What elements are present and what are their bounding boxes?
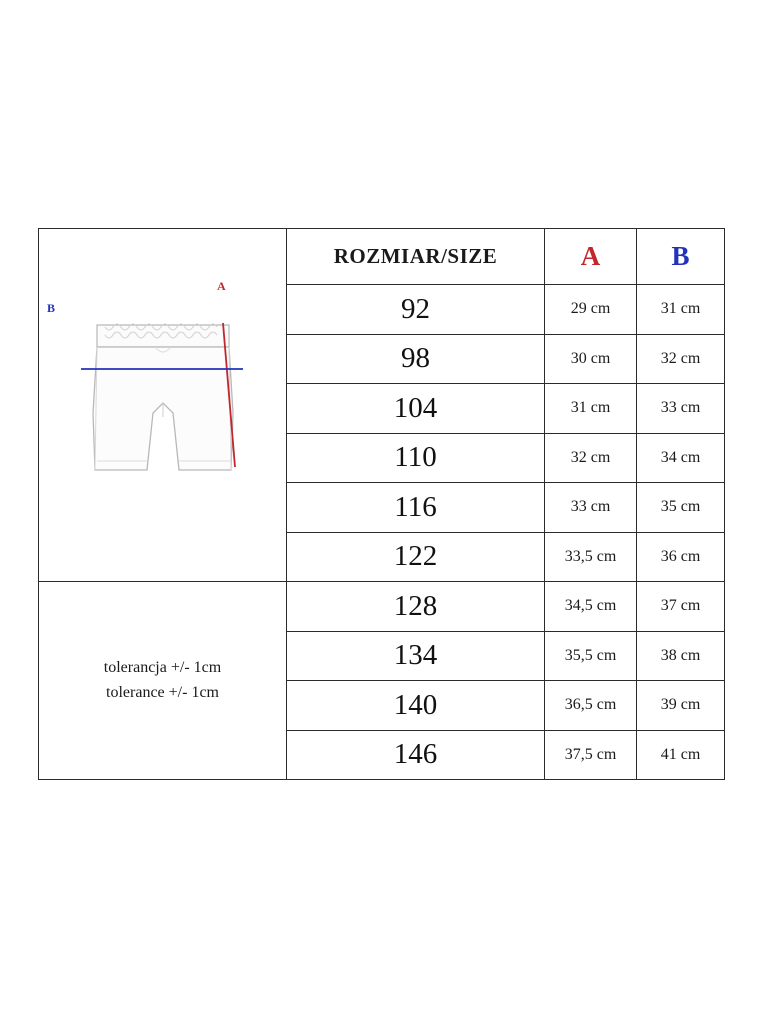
cell-b: 33 cm — [637, 384, 725, 434]
cell-a: 31 cm — [545, 384, 637, 434]
cell-b: 39 cm — [637, 681, 725, 731]
cell-a: 33 cm — [545, 483, 637, 533]
cell-b: 35 cm — [637, 483, 725, 533]
cell-b: 34 cm — [637, 433, 725, 483]
header-b: B — [637, 229, 725, 285]
size-chart-sheet — [38, 228, 724, 780]
cell-size: 104 — [287, 384, 545, 434]
product-diagram-cell — [39, 229, 287, 582]
cell-size: 98 — [287, 334, 545, 384]
cell-a: 36,5 cm — [545, 681, 637, 731]
cell-size: 92 — [287, 285, 545, 335]
cell-a: 37,5 cm — [545, 730, 637, 780]
cell-b: 31 cm — [637, 285, 725, 335]
cell-b: 37 cm — [637, 582, 725, 632]
cell-size: 110 — [287, 433, 545, 483]
cell-b: 41 cm — [637, 730, 725, 780]
tolerance-text — [39, 656, 286, 706]
cell-size: 116 — [287, 483, 545, 533]
cell-b: 36 cm — [637, 532, 725, 582]
table-row — [39, 582, 725, 632]
table-header-row — [39, 229, 725, 285]
cell-size: 134 — [287, 631, 545, 681]
cell-b: 32 cm — [637, 334, 725, 384]
cell-size: 128 — [287, 582, 545, 632]
cell-a: 30 cm — [545, 334, 637, 384]
size-table — [38, 228, 725, 780]
cell-a: 34,5 cm — [545, 582, 637, 632]
cell-size: 122 — [287, 532, 545, 582]
cell-a: 35,5 cm — [545, 631, 637, 681]
header-a: A — [545, 229, 637, 285]
shorts-diagram — [39, 229, 287, 581]
tolerance-line-en: tolerance +/- 1cm — [106, 683, 219, 701]
header-size: ROZMIAR/SIZE — [287, 229, 545, 285]
cell-a: 33,5 cm — [545, 532, 637, 582]
cell-b: 38 cm — [637, 631, 725, 681]
cell-size: 146 — [287, 730, 545, 780]
cell-size: 140 — [287, 681, 545, 731]
diagram-label-a: A — [217, 279, 226, 293]
cell-a: 29 cm — [545, 285, 637, 335]
cell-a: 32 cm — [545, 433, 637, 483]
tolerance-cell — [39, 582, 287, 780]
tolerance-line-pl: tolerancja +/- 1cm — [103, 658, 222, 676]
shorts-icon — [63, 295, 263, 515]
diagram-label-b: B — [47, 301, 56, 315]
